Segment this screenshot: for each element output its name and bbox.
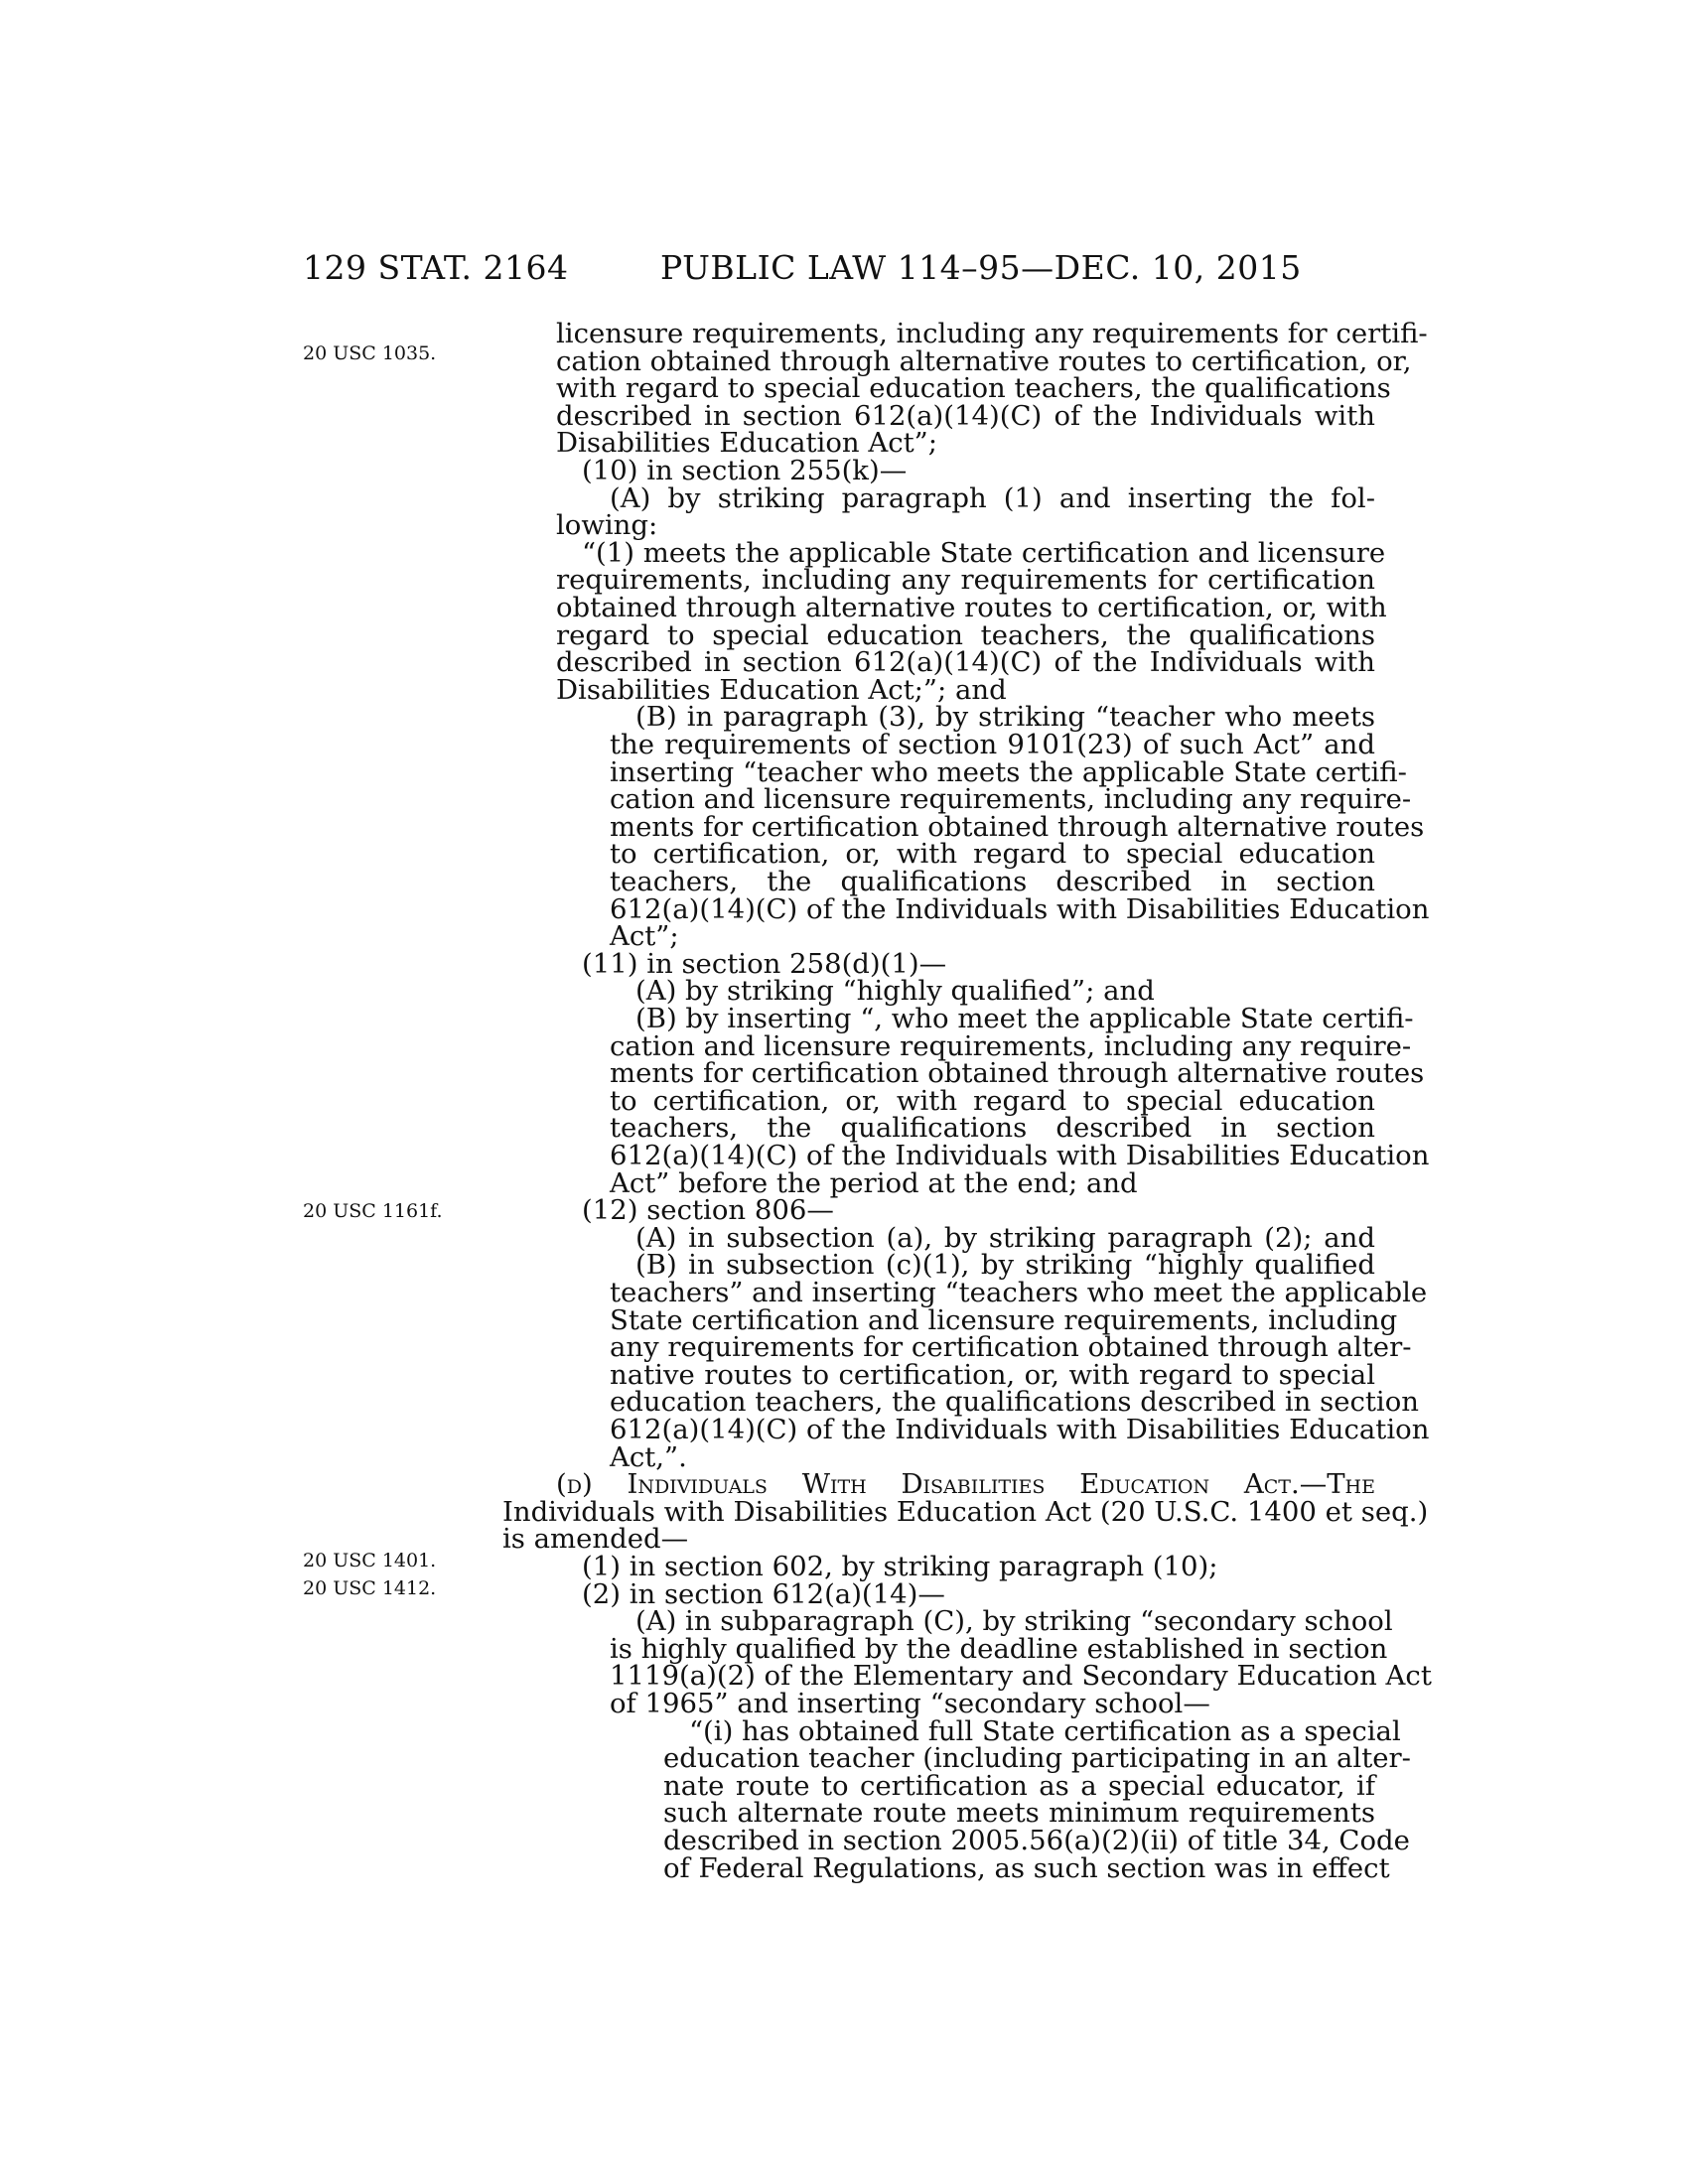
text-line: is amended—	[502, 1523, 689, 1555]
text-line: described in section 612(a)(14)(C) of the Individuals with	[556, 646, 1375, 678]
text-line: described in section 2005.56(a)(2)(ii) of title 34, Code	[663, 1825, 1410, 1856]
text-line: nate route to certification as a special educator, if	[663, 1770, 1375, 1802]
text-line: 612(a)(14)(C) of the Individuals with Disabilities Education	[610, 1140, 1430, 1171]
text-line: with regard to special education teachers, the qualifications	[556, 372, 1391, 404]
text-line: 612(a)(14)(C) of the Individuals with Disabilities Education	[610, 893, 1430, 925]
text-line: is highly qualified by the deadline established in section	[610, 1633, 1388, 1665]
text-line: such alternate route meets minimum requirements	[663, 1797, 1375, 1829]
text-line: requirements, including any requirements for certification	[556, 564, 1375, 596]
text-line: of Federal Regulations, as such section was in effect	[663, 1852, 1390, 1884]
text-line: (12) section 806—	[582, 1194, 834, 1226]
text-line: cation and licensure requirements, including any require-	[610, 1030, 1412, 1062]
text-line: (B) by inserting “, who meet the applicable State certifi-	[635, 1003, 1414, 1034]
section-heading: (d) Individuals With Disabilities Education Act.—The	[556, 1468, 1375, 1500]
text-line: (1) in section 602, by striking paragraph (10);	[582, 1551, 1218, 1582]
margin-note: 20 USC 1401.	[303, 1550, 437, 1571]
text-line: (10) in section 255(k)—	[582, 455, 908, 486]
text-line: cation and licensure requirements, including any require-	[610, 783, 1412, 815]
text-line: “(i) has obtained full State certification as a special	[689, 1715, 1401, 1747]
text-line: Disabilities Education Act”;	[556, 427, 937, 459]
running-header: PUBLIC LAW 114–95—DEC. 10, 2015	[660, 248, 1302, 287]
text-line: Act” before the period at the end; and	[610, 1167, 1138, 1199]
text-line: ments for certification obtained through alternative routes	[610, 1057, 1425, 1089]
text-line: education teachers, the qualifications described in section	[610, 1386, 1419, 1418]
text-line: Disabilities Education Act;”; and	[556, 674, 1007, 706]
text-line: the requirements of section 9101(23) of such Act” and	[610, 729, 1375, 760]
text-line: ments for certification obtained through alternative routes	[610, 811, 1425, 843]
text-line: inserting “teacher who meets the applicable State certifi-	[610, 756, 1407, 788]
text-line: 612(a)(14)(C) of the Individuals with Disabilities Education	[610, 1414, 1430, 1445]
text-line: licensure requirements, including any requirements for certifi-	[556, 318, 1428, 349]
text-line: education teacher (including participating in an alter-	[663, 1742, 1411, 1774]
text-line: native routes to certification, or, with regard to special	[610, 1359, 1375, 1391]
text-line: any requirements for certification obtained through alter-	[610, 1331, 1412, 1363]
text-line: (A) by striking paragraph (1) and inserting the fol-	[610, 482, 1375, 514]
text-line: regard to special education teachers, the qualifications	[556, 619, 1375, 651]
text-line: (A) in subsection (a), by striking paragraph (2); and	[635, 1222, 1375, 1254]
text-line: obtained through alternative routes to certification, or, with	[556, 592, 1387, 623]
statute-page-number: 129 STAT. 2164	[303, 248, 569, 287]
text-line: (B) in subsection (c)(1), by striking “highly qualified	[635, 1249, 1375, 1281]
text-line: 1119(a)(2) of the Elementary and Secondary Education Act	[610, 1660, 1432, 1692]
text-line: (A) by striking “highly qualified”; and	[635, 975, 1155, 1007]
text-line: teachers” and inserting “teachers who meet the applicable	[610, 1277, 1428, 1308]
text-line: (A) in subparagraph (C), by striking “secondary school	[635, 1605, 1393, 1637]
margin-note: 20 USC 1161f.	[303, 1200, 443, 1222]
text-line: teachers, the qualifications described in section	[610, 866, 1375, 897]
text-line: Individuals with Disabilities Education Act (20 U.S.C. 1400 et seq.)	[502, 1496, 1429, 1528]
text-line: teachers, the qualifications described in section	[610, 1112, 1375, 1144]
text-line: cation obtained through alternative routes to certification, or,	[556, 345, 1412, 377]
text-line: (2) in section 612(a)(14)—	[582, 1578, 945, 1610]
text-line: to certification, or, with regard to special education	[610, 1085, 1375, 1117]
text-line: “(1) meets the applicable State certification and licensure	[582, 537, 1386, 569]
text-line: (B) in paragraph (3), by striking “teacher who meets	[635, 701, 1375, 733]
text-line: lowing:	[556, 509, 658, 541]
text-line: Act,”.	[610, 1441, 687, 1473]
margin-note: 20 USC 1035.	[303, 342, 437, 364]
text-line: described in section 612(a)(14)(C) of the Individuals with	[556, 400, 1375, 432]
text-line: of 1965” and inserting “secondary school—	[610, 1688, 1210, 1719]
margin-note: 20 USC 1412.	[303, 1577, 437, 1599]
text-line: State certification and licensure requirements, including	[610, 1304, 1398, 1336]
text-line: Act”;	[610, 920, 679, 952]
text-line: (11) in section 258(d)(1)—	[582, 948, 947, 980]
text-line: to certification, or, with regard to special education	[610, 838, 1375, 870]
